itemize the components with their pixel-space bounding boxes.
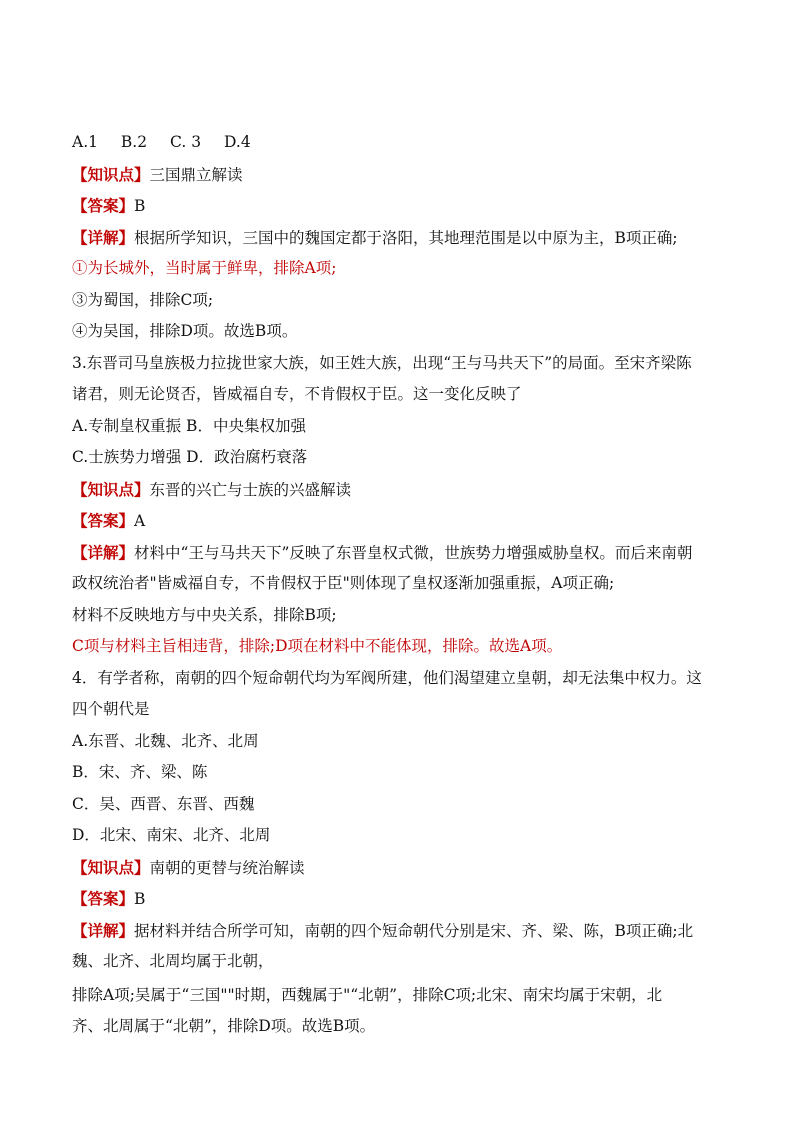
- q3-detail-line: 材料不反映地方与中央关系，排除B项;: [72, 605, 337, 624]
- q4-option-a: A.东晋、北魏、北齐、北周: [72, 731, 259, 750]
- q4-detail-line: 排除A项;吴属于“三国""时期，西魏属于"“北朝”，排除C项;北宋、南宋均属于宋朝，北: [72, 985, 663, 1004]
- q3-stem: 3.东晋司马皇族极力拉拢世家大族，如王姓大族，出现“王与马共天下”的局面。至宋齐梁陈: [72, 353, 692, 372]
- detail-tag: 【详解】: [72, 227, 135, 247]
- q3-stem: 诸君，则无论贤否，皆威福自专，不肯假权于臣。这一变化反映了: [72, 385, 522, 403]
- detail-tag: 【详解】: [72, 920, 135, 940]
- knowledge-text: 南朝的更替与统治解读: [149, 858, 305, 877]
- answer-tag: 【答案】: [72, 511, 135, 530]
- q2-knowledge: [72, 159, 732, 191]
- q3-detail-line: 政权统治者"皆威福自专，不肯假权于臣"则体现了皇权逐渐加强重振，A项正确;: [72, 574, 615, 592]
- answer-text: A: [134, 512, 146, 530]
- q4-detail-line: 齐、北周属于“北朝”，排除D项。故选B项。: [72, 1017, 376, 1035]
- q3-options-row: C.士族势力增强 D．政治腐朽衰落: [72, 448, 308, 466]
- q3-detail-line: C项与材料主旨相违背，排除;D项在材料中不能体现，排除。故选A项。: [72, 637, 563, 655]
- q2-detail-line: ④为吴国，排除D项。故选B项。: [72, 322, 298, 340]
- knowledge-text: 三国鼎立解读: [149, 165, 243, 184]
- q4-answer: [72, 883, 732, 915]
- q2-option-a: A.1: [72, 133, 98, 151]
- answer-text: B: [134, 197, 146, 215]
- q3-options-row: A.专制皇权重振 B．中央集权加强: [72, 416, 306, 435]
- q2-detail-line: ①为长城外，当时属于鲜卑，排除A项;: [72, 259, 337, 277]
- knowledge-tag: 【知识点】: [72, 857, 150, 877]
- q3-detail: [72, 537, 732, 569]
- q4-detail-line: 魏、北齐、北周均属于北朝，: [72, 952, 274, 970]
- q4-knowledge: [72, 852, 732, 884]
- answer-tag: 【答案】: [72, 889, 135, 908]
- q2-option-b: B.2: [120, 133, 148, 151]
- q4-stem: 4．有学者称，南朝的四个短命朝代均为军阀所建，他们渴望建立皇朝，却无法集中权力。这: [72, 668, 702, 687]
- answer-text: B: [134, 890, 146, 908]
- q4-detail: [72, 915, 732, 947]
- knowledge-tag: 【知识点】: [72, 164, 150, 184]
- q4-option-d: D．北宋、南宋、北齐、北周: [72, 826, 271, 844]
- q3-knowledge: [72, 474, 732, 506]
- q2-answer: [72, 190, 732, 222]
- q2-option-c: C. 3: [170, 133, 202, 151]
- detail-text: 根据所学知识，三国中的魏国定都于洛阳，其地理范围是以中原为主，B项正确;: [134, 228, 678, 247]
- knowledge-tag: 【知识点】: [72, 479, 150, 499]
- q2-detail: [72, 222, 732, 254]
- q4-option-c: C．吴、西晋、东晋、西魏: [72, 794, 255, 813]
- document-body: [72, 127, 732, 1043]
- q4-option-b: B．宋、齐、梁、陈: [72, 763, 208, 781]
- q2-options: [72, 127, 732, 159]
- q3-answer: [72, 505, 732, 537]
- detail-tag: 【详解】: [72, 542, 135, 562]
- q2-detail-line: ③为蜀国，排除C项;: [72, 290, 214, 309]
- detail-text: 材料中“王与马共天下”反映了东晋皇权式微，世族势力增强威胁皇权。而后来南朝: [134, 543, 693, 562]
- q4-stem: 四个朝代是: [72, 700, 150, 718]
- knowledge-text: 东晋的兴亡与士族的兴盛解读: [149, 480, 352, 499]
- q2-option-d: D.4: [224, 133, 251, 151]
- answer-tag: 【答案】: [72, 196, 135, 215]
- detail-text: 据材料并结合所学可知，南朝的四个短命朝代分别是宋、齐、梁、陈，B项正确;北: [134, 921, 694, 940]
